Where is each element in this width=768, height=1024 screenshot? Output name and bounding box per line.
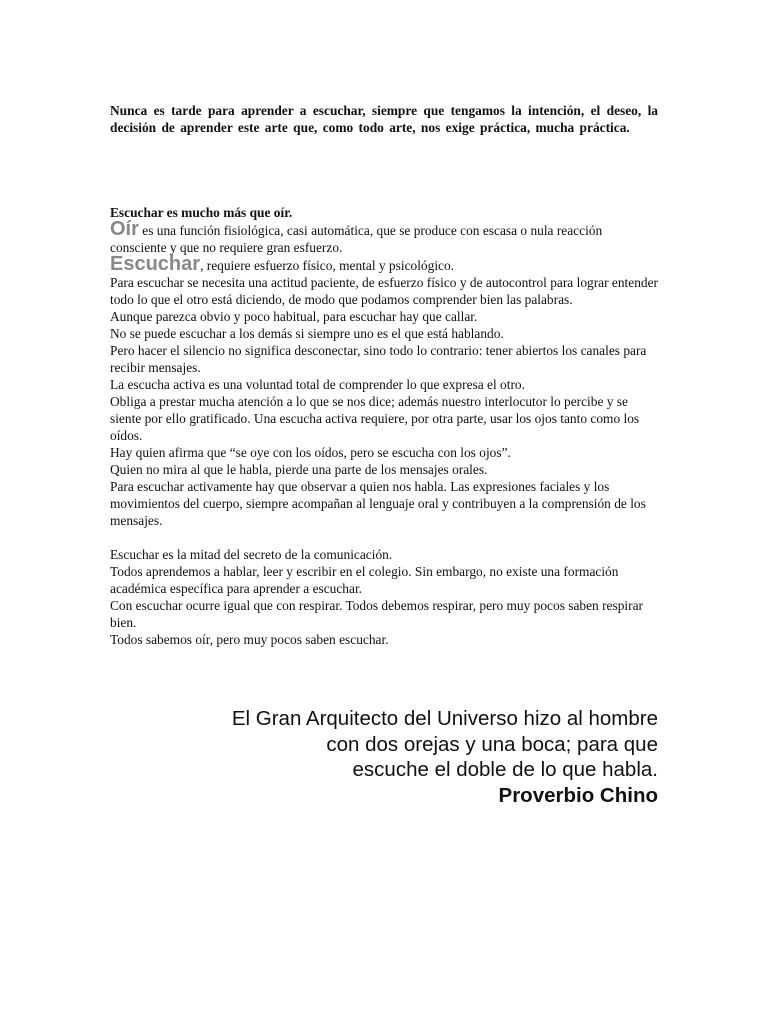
quote-author: Proverbio Chino [498, 783, 658, 807]
paragraph-group-2 [110, 546, 658, 648]
paragraph: No se puede escuchar a los demás si siempre uno es el que está hablando. [110, 326, 504, 341]
paragraph: La escucha activa es una voluntad total de comprender lo que expresa el otro. [110, 377, 525, 392]
document-body [110, 102, 658, 648]
section-title: Escuchar es mucho más que oír. [110, 205, 293, 220]
paragraph: Hay quien afirma que “se oye con los oídos, pero se escucha con los ojos”. [110, 445, 511, 460]
paragraph: Todos sabemos oír, pero muy pocos saben escuchar. [110, 632, 389, 647]
paragraph-group-1 [110, 274, 658, 529]
intro-paragraph: Nunca es tarde para aprender a escuchar, siempre que tengamos la intención, el deseo, la decisión de aprender este arte que, como todo arte, nos exige práctica, mucha práctica. [110, 103, 658, 135]
spacer [110, 136, 658, 204]
paragraph: Aunque parezca obvio y poco habitual, para escuchar hay que callar. [110, 309, 478, 324]
quote-line: escuche el doble de lo que habla. [352, 758, 658, 781]
oir-word: Oír [110, 218, 139, 240]
oir-definition [110, 218, 658, 256]
paragraph: Quien no mira al que le habla, pierde una parte de los mensajes orales. [110, 462, 488, 477]
quote-line: con dos orejas y una boca; para que [326, 732, 658, 756]
proverb-quote [110, 706, 658, 808]
escuchar-definition [110, 253, 658, 275]
paragraph: Pero hacer el silencio no significa desconectar, sino todo lo contrario: tener abiertos los canales para recibir mensajes. [110, 343, 647, 375]
escuchar-text: , requiere esfuerzo físico, mental y psicológico. [200, 258, 455, 273]
oir-text: es una función fisiológica, casi automática, que se produce con escasa o nula reacción consciente y que no requiere gran esfuerzo. [110, 223, 603, 255]
paragraph: Obliga a prestar mucha atención a lo que se nos dice; además nuestro interlocutor lo percibe y se siente por ello gratificado. Una escucha activa requiere, por otra parte, usar los ojos tanto como los oídos. [110, 394, 640, 443]
paragraph: Para escuchar se necesita una actitud paciente, de esfuerzo físico y de autocontrol para lograr entender todo lo que el otro está diciendo, de modo que podamos comprender bien las palabras. [110, 275, 659, 307]
paragraph: Todos aprendemos a hablar, leer y escribir en el colegio. Sin embargo, no existe una formación académica específica para aprender a escuchar. [110, 564, 619, 596]
paragraph: Escuchar es la mitad del secreto de la comunicación. [110, 547, 393, 562]
spacer [110, 529, 658, 546]
paragraph: Para escuchar activamente hay que observar a quien nos habla. Las expresiones faciales y los movimientos del cuerpo, siempre acompañan al lenguaje oral y contribuyen a la comprensión de los mensajes. [110, 479, 646, 528]
paragraph: Con escuchar ocurre igual que con respirar. Todos debemos respirar, pero muy pocos saben respirar bien. [110, 598, 643, 630]
quote-line: El Gran Arquitecto del Universo hizo al hombre [231, 707, 658, 730]
escuchar-word: Escuchar [110, 253, 201, 275]
